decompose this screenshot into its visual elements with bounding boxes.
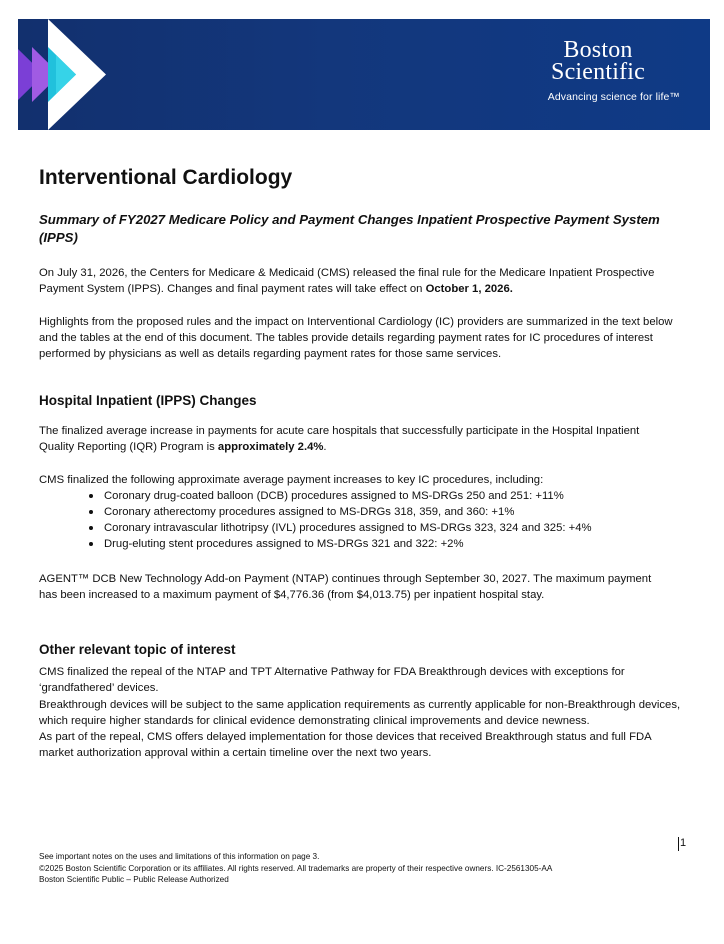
text-cursor [678,837,679,851]
intro-paragraph-1 [39,265,689,297]
intro-p1-date: October 1, 2026. [425,283,513,295]
brand-name-line1: Boston [563,37,633,63]
ipps-paragraph-2: CMS finalized the following approximate average payment increases to key IC procedures, including: [39,474,544,486]
list-item: Coronary intravascular lithotripsy (IVL) procedures assigned to MS-DRGs 323, 324 and 325: +4% [86,520,592,536]
footer-line-2: ©2025 Boston Scientific Corporation or its affiliates. All rights reserved. All trademarks are property of their respective owners. IC-2561305-AA [39,863,553,873]
page-title: Interventional Cardiology [39,166,293,189]
ipps-p1-text: The finalized average increase in payments for acute care hospitals that successfully participate in the Hospital Inpatient Quality Reporting (IQR) Program is [39,425,640,453]
list-item: Coronary drug-coated balloon (DCB) procedures assigned to MS-DRGs 250 and 251: +11% [86,488,592,504]
other-paragraph-2: Breakthrough devices will be subject to the same application requirements as currently applicable for non-Breakthrough devices, which require higher standards for clinical evidence demonstrating clinical improvements and device newness. [39,699,681,727]
list-item: Drug-eluting stent procedures assigned to MS-DRGs 321 and 322: +2% [86,536,592,552]
ipps-paragraph-1 [39,423,669,455]
list-item: Coronary atherectomy procedures assigned to MS-DRGs 318, 359, and 360: +1% [86,504,592,520]
header-banner [18,19,710,130]
intro-paragraph-2: Highlights from the proposed rules and the impact on Interventional Cardiology (IC) providers are summarized in the text below and the tables at the end of this document. The tables provide details regarding payment rates for IC procedures of interest performed by physicians as well as details regarding payment rates for those same services. [39,316,673,360]
page-subtitle: Summary of FY2027 Medicare Policy and Payment Changes Inpatient Prospective Payment System (IPPS) [39,212,660,245]
footer-line-1: See important notes on the uses and limitations of this information on page 3. [39,852,320,861]
page-number: 1 [680,837,687,849]
brand-tagline: Advancing science for life™ [547,91,680,103]
ipps-bullet-list [86,488,592,552]
ipps-section-heading: Hospital Inpatient (IPPS) Changes [39,393,257,408]
ipps-p1-bold: approximately 2.4% [217,441,324,453]
brand-name-line2: Scientific [551,59,645,85]
other-paragraph-3: As part of the repeal, CMS offers delayed implementation for those devices that received Breakthrough status and full FDA market authorization approval within a certain timeline over the next two years. [39,731,652,759]
footer-line-3: Boston Scientific Public – Public Release Authorized [39,875,229,884]
other-paragraph-1: CMS finalized the repeal of the NTAP and TPT Alternative Pathway for FDA Breakthrough devices with exceptions for ‘grandfathered’ devices. [39,666,625,694]
ipps-paragraph-3: AGENT™ DCB New Technology Add-on Payment (NTAP) continues through September 30, 2027. The maximum payment has been increased to a maximum payment of $4,776.36 (from $4,013.75) per inpatient hospital stay. [39,573,652,601]
intro-p1-text: On July 31, 2026, the Centers for Medicare & Medicaid (CMS) released the final rule for the Medicare Inpatient Prospective Payment System (IPPS). Changes and final payment rates will take effect on [39,267,655,295]
other-section-heading: Other relevant topic of interest [39,642,236,657]
chevron-logo-icon [18,19,128,130]
ipps-p1-end: . [323,441,327,453]
brand-logo [528,39,668,83]
page-footer [39,851,552,886]
